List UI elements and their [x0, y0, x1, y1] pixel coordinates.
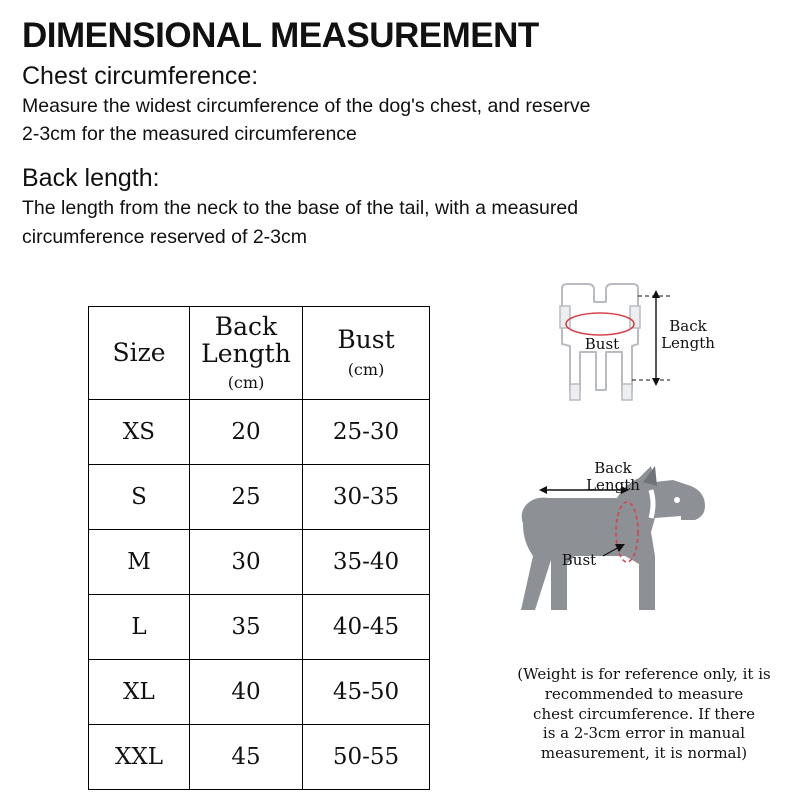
cell-bust: 40-45: [303, 595, 430, 660]
cell-bust: 35-40: [303, 530, 430, 595]
dog-illustration: [505, 460, 735, 645]
dog-back-length-line-2: Length: [586, 475, 640, 494]
cell-size: M: [89, 530, 190, 595]
dog-back-length-line-1: Back: [594, 459, 632, 477]
table-row: [89, 465, 430, 530]
note-line-5: measurement, it is normal): [540, 744, 748, 763]
cell-back-length: 20: [190, 400, 303, 465]
garment-back-length-line-2: Length: [661, 333, 715, 352]
garment-svg: [510, 280, 690, 430]
header-back-length-label: Back Length: [201, 312, 291, 368]
cell-size: XS: [89, 400, 190, 465]
garment-back-length-label: [660, 318, 716, 351]
cell-back-length: 30: [190, 530, 303, 595]
cell-size: S: [89, 465, 190, 530]
header-bust-unit: (cm): [347, 359, 385, 379]
header-size-label: Size: [112, 337, 166, 367]
table-row: [89, 660, 430, 725]
measurement-note: [516, 665, 772, 764]
header-bust-label: Bust: [337, 325, 395, 355]
back-length-heading: Back length:: [22, 164, 160, 193]
cell-back-length: 40: [190, 660, 303, 725]
header-back-length-unit: (cm): [227, 372, 265, 392]
cell-bust: 30-35: [303, 465, 430, 530]
note-line-2: recommended to measure: [544, 684, 744, 703]
header-size: [89, 307, 190, 400]
cell-size: XL: [89, 660, 190, 725]
table-row: [89, 725, 430, 790]
section-spacer: [22, 149, 778, 157]
dog-back-length-label: [581, 460, 645, 493]
note-line-1: (Weight is for reference only, it is: [517, 665, 771, 683]
cell-bust: 45-50: [303, 660, 430, 725]
table-row: [89, 530, 430, 595]
page-title: DIMENSIONAL MEASUREMENT: [22, 16, 539, 55]
cell-back-length: 25: [190, 465, 303, 530]
cell-size: XXL: [89, 725, 190, 790]
back-length-line-2: circumference reserved of 2-3cm: [22, 225, 308, 248]
size-table: [88, 306, 430, 790]
dog-bust-label: Bust: [561, 551, 597, 569]
garment-back-length-line-1: Back: [669, 317, 707, 335]
table-row: [89, 400, 430, 465]
chest-circumference-line-1: Measure the widest circumference of the dog's chest, and reserve: [22, 94, 591, 117]
cell-size: L: [89, 595, 190, 660]
header-bust: [303, 307, 430, 400]
cell-back-length: 45: [190, 725, 303, 790]
chest-circumference-line-2: 2-3cm for the measured circumference: [22, 123, 357, 146]
garment-bust-label: Bust: [584, 335, 620, 353]
note-line-4: is a 2-3cm error in manual: [542, 724, 746, 743]
table-header-row: [89, 307, 430, 400]
cell-bust: 50-55: [303, 725, 430, 790]
header-back-length: [190, 307, 303, 400]
back-length-line-1: The length from the neck to the base of the tail, with a measured: [22, 197, 579, 220]
note-line-3: chest circumference. If there: [533, 704, 755, 723]
cell-back-length: 35: [190, 595, 303, 660]
size-table-wrapper: [88, 306, 426, 790]
garment-illustration: [510, 280, 715, 430]
size-table-head: [89, 307, 430, 400]
table-row: [89, 595, 430, 660]
chest-circumference-heading: Chest circumference:: [22, 61, 259, 90]
illustration-panel: [470, 280, 782, 780]
cell-bust: 25-30: [303, 400, 430, 465]
size-table-body: [89, 400, 430, 790]
